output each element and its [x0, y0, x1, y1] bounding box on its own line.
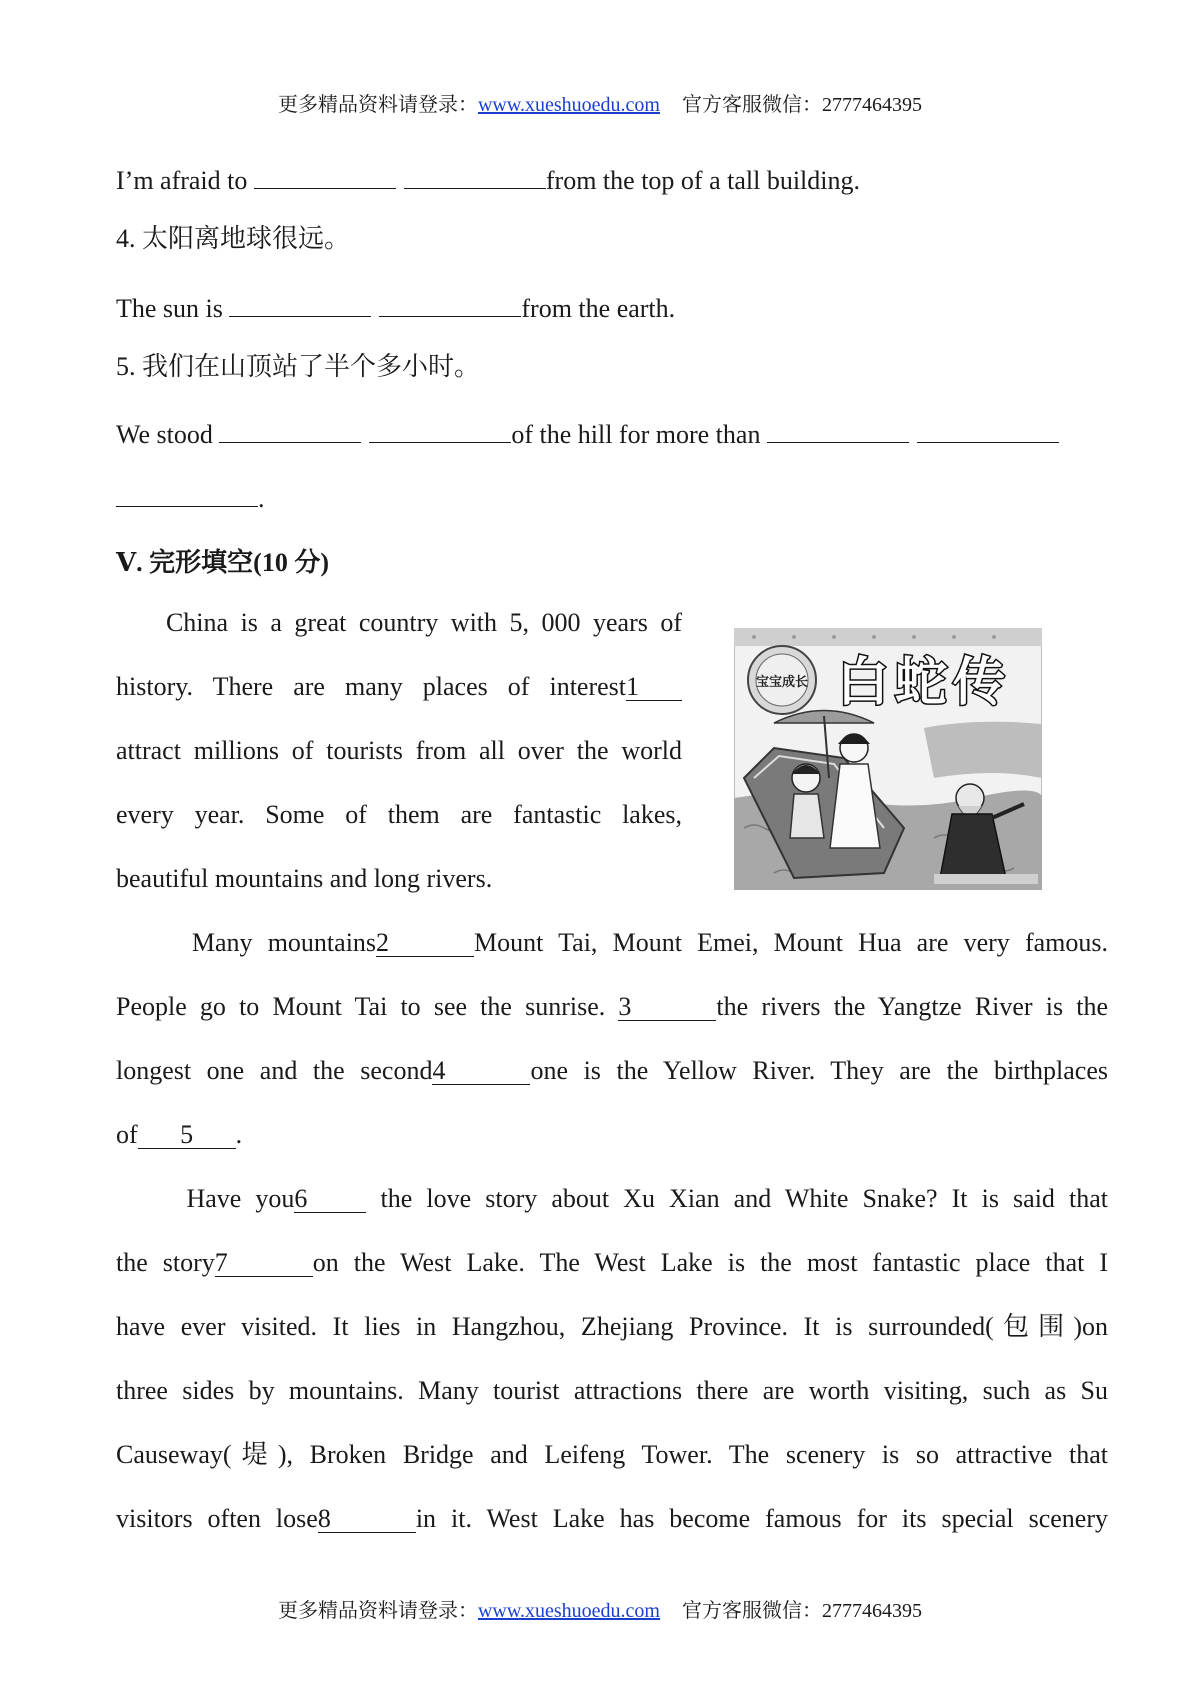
- cloze-line: visitors often lose8 in it. West Lake has become famous for its special scenery: [116, 1504, 1108, 1533]
- q4-text-after: from the earth.: [521, 294, 676, 323]
- header-prefix: 更多精品资料请登录：: [277, 94, 478, 116]
- footer-link[interactable]: www.xueshuoedu.com: [477, 1600, 660, 1622]
- cloze-line: longest one and the second4 one is the Yellow River. They are the birthplaces: [116, 1056, 1109, 1085]
- q4-text-before: The sun is: [116, 294, 223, 323]
- answer-blank[interactable]: [379, 290, 521, 317]
- q5-english-line: [116, 416, 1096, 450]
- cloze-blank-1[interactable]: 1: [626, 674, 682, 701]
- cloze-line: every year. Some of them are fantastic lakes,: [116, 800, 682, 829]
- q4-chinese-line: 4. 太阳离地球很远。: [116, 224, 351, 253]
- cloze-blank-4[interactable]: 4: [432, 1058, 530, 1085]
- footer-service: 官方客服微信：2777464395: [682, 1600, 922, 1622]
- white-snake-book-cover: [734, 628, 1042, 890]
- q5-text-end: .: [258, 484, 265, 513]
- cloze-line: People go to Mount Tai to see the sunrise. 3 the rivers the Yangtze River is the: [116, 992, 1108, 1021]
- answer-blank[interactable]: [116, 480, 258, 507]
- answer-blank[interactable]: [917, 416, 1059, 443]
- cloze-line: the story7 on the West Lake. The West Lake is the most fantastic place that I: [116, 1248, 1109, 1277]
- q5-chinese-line: 5. 我们在山顶站了半个多小时。: [116, 352, 481, 381]
- header-link[interactable]: www.xueshuoedu.com: [477, 94, 660, 116]
- cloze-blank-6[interactable]: 6: [294, 1186, 366, 1213]
- book-title: 白蛇传: [836, 653, 1012, 713]
- answer-blank[interactable]: [229, 290, 371, 317]
- cloze-line: China is a great country with 5, 000 years of: [165, 608, 683, 637]
- q4-english-line: [116, 290, 675, 324]
- q3-text-after: from the top of a tall building.: [545, 166, 860, 195]
- cloze-line: attract millions of tourists from all over the world: [116, 736, 682, 765]
- section-title: Ⅴ. 完形填空(10 分): [116, 548, 329, 577]
- cloze-blank-5[interactable]: 5: [138, 1122, 236, 1149]
- page-footer: [0, 1594, 1200, 1623]
- q3-text-before: I’m afraid to: [116, 166, 248, 195]
- q3-english-line: [116, 162, 860, 196]
- cloze-line: three sides by mountains. Many tourist attractions there are worth visiting, such as Su: [116, 1376, 1108, 1405]
- cloze-line: Have you6 the love story about Xu Xian and White Snake? It is said that: [186, 1184, 1108, 1213]
- answer-blank[interactable]: [219, 416, 361, 443]
- cloze-blank-2[interactable]: 2: [376, 930, 474, 957]
- footer-prefix: 更多精品资料请登录：: [277, 1600, 478, 1622]
- cloze-blank-3[interactable]: 3: [618, 994, 716, 1021]
- cloze-line: Many mountains2 Mount Tai, Mount Emei, Mount Hua are very famous.: [191, 928, 1108, 957]
- cloze-blank-8[interactable]: 8: [318, 1506, 416, 1533]
- cloze-line: history. There are many places of interest1: [116, 672, 682, 702]
- page-header: [0, 88, 1200, 117]
- q5-english-line-cont: [116, 480, 265, 514]
- q5-text-middle: of the hill for more than: [511, 420, 761, 449]
- header-service: 官方客服微信：2777464395: [682, 94, 922, 116]
- cloze-line: beautiful mountains and long rivers.: [116, 864, 493, 893]
- cloze-line: of 5 .: [116, 1120, 243, 1149]
- answer-blank[interactable]: [254, 162, 396, 189]
- book-badge: [748, 646, 816, 714]
- answer-blank[interactable]: [767, 416, 909, 443]
- answer-blank[interactable]: [369, 416, 511, 443]
- cloze-blank-7[interactable]: 7: [215, 1250, 313, 1277]
- answer-blank[interactable]: [404, 162, 546, 189]
- cloze-line: Causeway(堤), Broken Bridge and Leifeng Tower. The scenery is so attractive that: [116, 1440, 1108, 1469]
- cloze-line: have ever visited. It lies in Hangzhou, Zhejiang Province. It is surrounded(包围)on: [116, 1312, 1108, 1341]
- svg-text:宝宝成长: 宝宝成长: [755, 675, 809, 690]
- q5-text-before: We stood: [116, 420, 213, 449]
